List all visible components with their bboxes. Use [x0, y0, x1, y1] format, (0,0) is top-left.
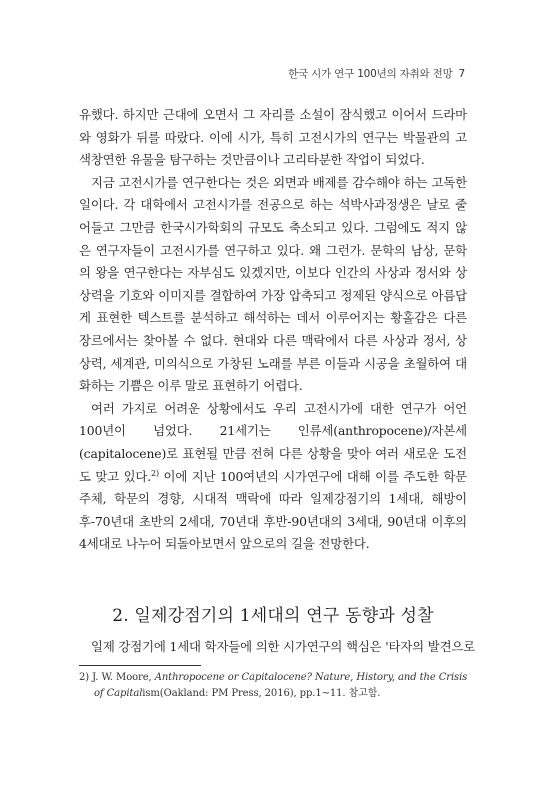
- paragraph: [79, 398, 467, 556]
- footnote-citation: ism(Oakland: PM Press, 2016), pp.1∼11. 참고함.: [142, 687, 381, 699]
- footnote: [79, 670, 474, 701]
- footnote-divider: [79, 665, 201, 666]
- paragraph-continuation: 유했다. 하지만 근대에 오면서 그 자리를 소설이 잠식했고 이어서 드라마와 영화가 뒤를 따랐다. 이에 시가, 특히 고전시가의 연구는 박물관의 고색창연한 유물을 탐구하는 것만큼이나 고리타분한 작업이 되었다.: [79, 107, 467, 168]
- section-first-line: 일제 강점기에 1세대 학자들에 의한 시가연구의 핵심은 '타자의 발견으로: [91, 639, 476, 654]
- paragraph-text: 여러 가지로 어려운 상황에서도 우리 고전시가에 대한 연구가 어언 100년이 넘었다. 21세기는 인류세(anthropocene)/자본세(capitalocene)로 표현될 만큼 전혀 다른 상황을 맞아 여러 새로운 도전도 맞고 있다.: [79, 400, 467, 484]
- footnote-title-cont: of Capital: [94, 687, 143, 699]
- paragraph-text: 이에 지난 100여년의 시가연구에 대해 이를 주도한 학문 주체, 학문의 경향, 시대적 맥락에 따라 일제강점기의 1세대, 해방이후-70년대 초반의 2세대, 70년대 후반-90년대의 3세대, 90년대 이후의 4세대로 나누어 되돌아보면서 앞으로의 길을 전망한다.: [79, 468, 467, 552]
- running-title: 한국 시가 연구 100년의 자취와 전망: [288, 68, 453, 80]
- section-heading: 2. 일제강점기의 1세대의 연구 동향과 성찰: [112, 606, 434, 626]
- page-number: 7: [458, 68, 465, 80]
- footnote-line-2: [79, 686, 474, 702]
- body-text: [79, 104, 467, 556]
- footnote-title: Anthropocene or Capitalocene? Nature, History, and the Crisis: [154, 672, 468, 683]
- footnote-number: 2): [79, 672, 90, 683]
- paragraph: 지금 고전시가를 연구한다는 것은 외면과 배제를 감수해야 하는 고독한 일이다. 각 대학에서 고전시가를 전공으로 하는 석박사과정생은 날로 줄어들고 그만큼 한국시가학회의 규모도 축소되고 있다. 그럼에도 적지 않은 연구자들이 고전시가를 연구하고 있다. 왜 그런가. 문학의 남상, 문학의 왕을 연구한다는 자부심도 있겠지만, 이보다 인간의 사상과 정서와 상상력을 기호와 이미지를 결합하여 가장 압축되고 정제된 양식으로 아름답게 표현한 텍스트를 분석하고 해석하는 데서 이루어지는 황홀감은 다른 장르에서는 찾아볼 수 없다. 현대와 다른 맥락에서 다른 사상과 정서, 상상력, 세계관, 미의식으로 가창된 노래를 부른 이들과 시공을 초월하여 대화하는 기쁨은 이루 말로 표현하기 어렵다.: [79, 174, 467, 394]
- running-header: [288, 66, 465, 81]
- footnote-author: J. W. Moore,: [92, 672, 152, 683]
- footnote-reference[interactable]: 2): [151, 468, 159, 478]
